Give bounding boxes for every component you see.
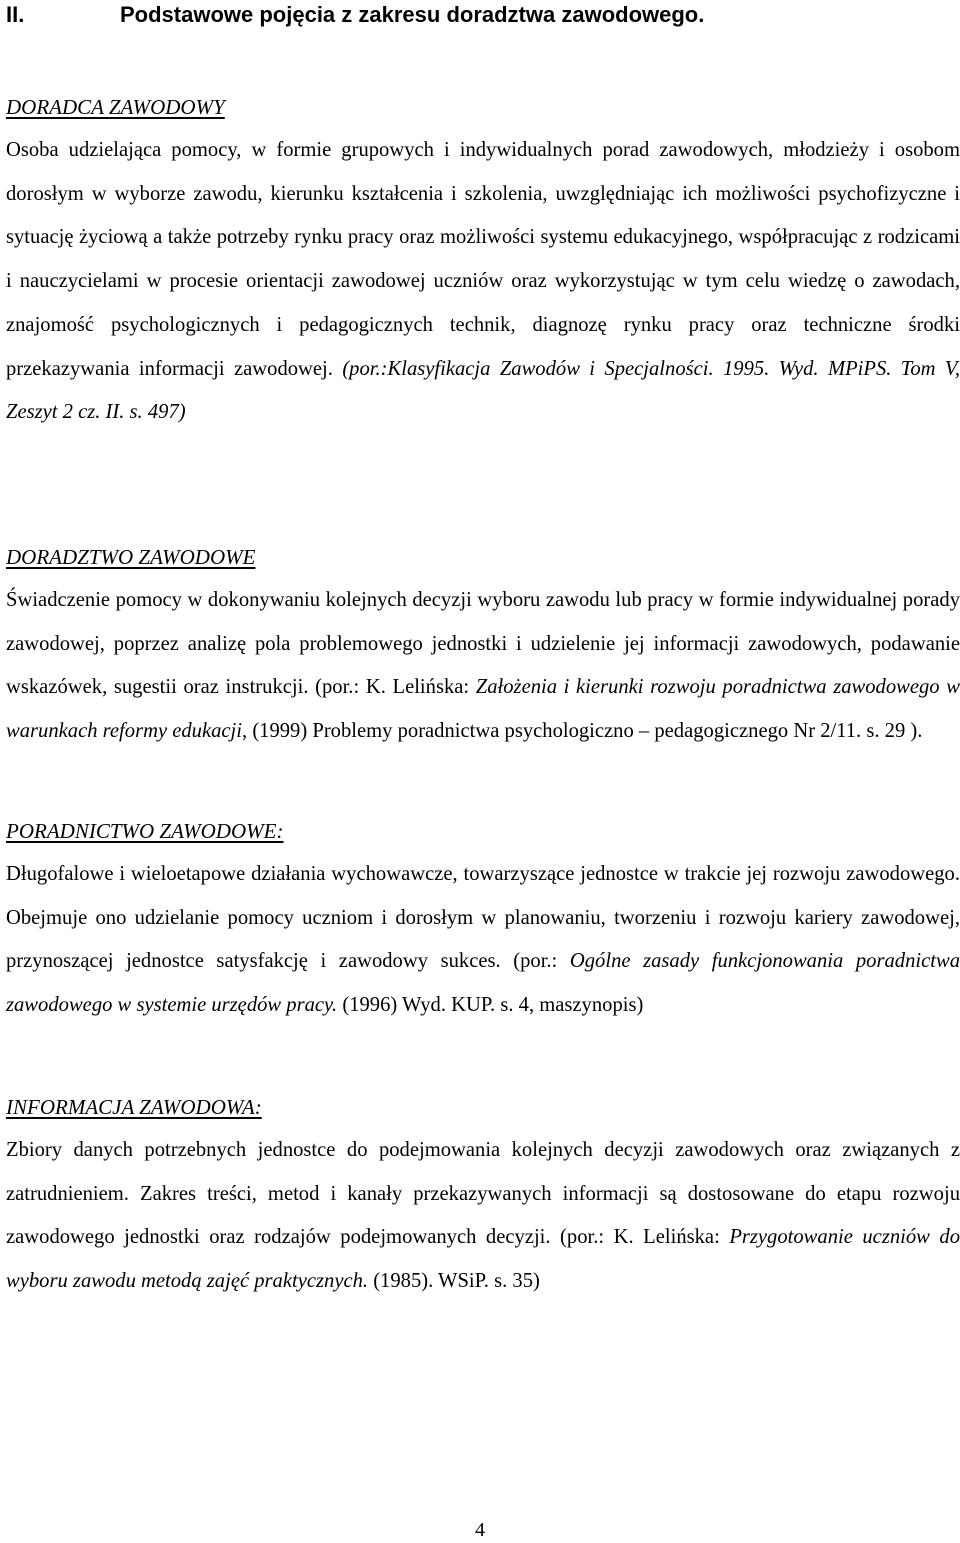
body-text: Świadczenie pomocy w dokonywaniu kolejnych decyzji wyboru zawodu lub pracy w formie indywidualnej porady zawodowej, poprzez analizę pola problemowego jednostki i udzielenie jej informacji zawodowych, podawanie wskazówek, sugestii oraz instrukcji. (por.: K. Lelińska: — [6, 589, 960, 699]
section-heading: INFORMACJA ZAWODOWA: — [6, 1095, 262, 1119]
citation-italic: Ogólne zasady funkcjonowania poradnictwa zawodowego w systemie urzędów pracy. — [6, 950, 960, 1017]
section-doradca-zawodowy — [6, 85, 960, 435]
citation-tail: (1996) Wyd. KUP. s. 4, maszynopis) — [337, 994, 644, 1017]
citation-tail: , (1999) Problemy poradnictwa psychologiczno – pedagogicznego Nr 2/11. s. 29 ). — [242, 720, 923, 743]
citation-italic: Przygotowanie uczniów do wyboru zawodu metodą zajęć praktycznych. — [6, 1226, 960, 1293]
section-informacja-zawodowa — [6, 1085, 960, 1304]
section-heading: DORADZTWO ZAWODOWE — [6, 545, 256, 569]
chapter-title — [6, 2, 704, 28]
section-body — [6, 579, 960, 754]
section-heading: DORADCA ZAWODOWY — [6, 95, 225, 119]
body-text: Długofalowe i wieloetapowe działania wychowawcze, towarzyszące jednostce w trakcie jej rozwoju zawodowego. Obejmuje ono udzielanie pomocy uczniom i dorosłym w planowaniu, tworzeniu i rozwoju kariery zawodowej, przynoszącej jednostce satysfakcję i zawodowy sukces. (por.: — [6, 863, 960, 973]
chapter-title-text: Podstawowe pojęcia z zakresu doradztwa zawodowego. — [120, 2, 705, 27]
section-body — [6, 129, 960, 435]
chapter-number: II. — [6, 2, 25, 27]
section-heading: PORADNICTWO ZAWODOWE: — [6, 819, 284, 843]
body-text: Osoba udzielająca pomocy, w formie grupowych i indywidualnych porad zawodowych, młodzieży i osobom dorosłym w wyborze zawodu, kierunku kształcenia i szkolenia, uwzględniając ich możliwości psychofizyczne i sytuację życiową a także potrzeby rynku pracy oraz możliwości systemu edukacyjnego, współpracując z rodzicami i nauczycielami w procesie orientacji zawodowej uczniów oraz wykorzystując w tym celu wiedzę o zawodach, znajomość psychologicznych i pedagogicznych technik, diagnozę rynku pracy oraz techniczne środki przekazywania informacji zawodowej. — [6, 139, 960, 380]
citation-italic: (por.:Klasyfikacja Zawodów i Specjalności. 1995. Wyd. MPiPS. Tom V, Zeszyt 2 cz. II. s. 497) — [6, 357, 960, 424]
citation-italic: Założenia i kierunki rozwoju poradnictwa zawodowego w warunkach reformy edukacji — [6, 676, 960, 743]
page-number: 4 — [475, 1519, 485, 1541]
body-text: Zbiory danych potrzebnych jednostce do podejmowania kolejnych decyzji zawodowych oraz związanych z zatrudnieniem. Zakres treści, metod i kanały przekazywanych informacji są dostosowane do etapu rozwoju zawodowego jednostki oraz rodzajów podejmowanych decyzji. (por.: K. Lelińska: — [6, 1139, 960, 1249]
section-body — [6, 1129, 960, 1304]
section-body — [6, 853, 960, 1028]
citation-tail: (1985). WSiP. s. 35) — [368, 1270, 540, 1293]
section-poradnictwo-zawodowe — [6, 809, 960, 1028]
section-doradztwo-zawodowe — [6, 535, 960, 754]
